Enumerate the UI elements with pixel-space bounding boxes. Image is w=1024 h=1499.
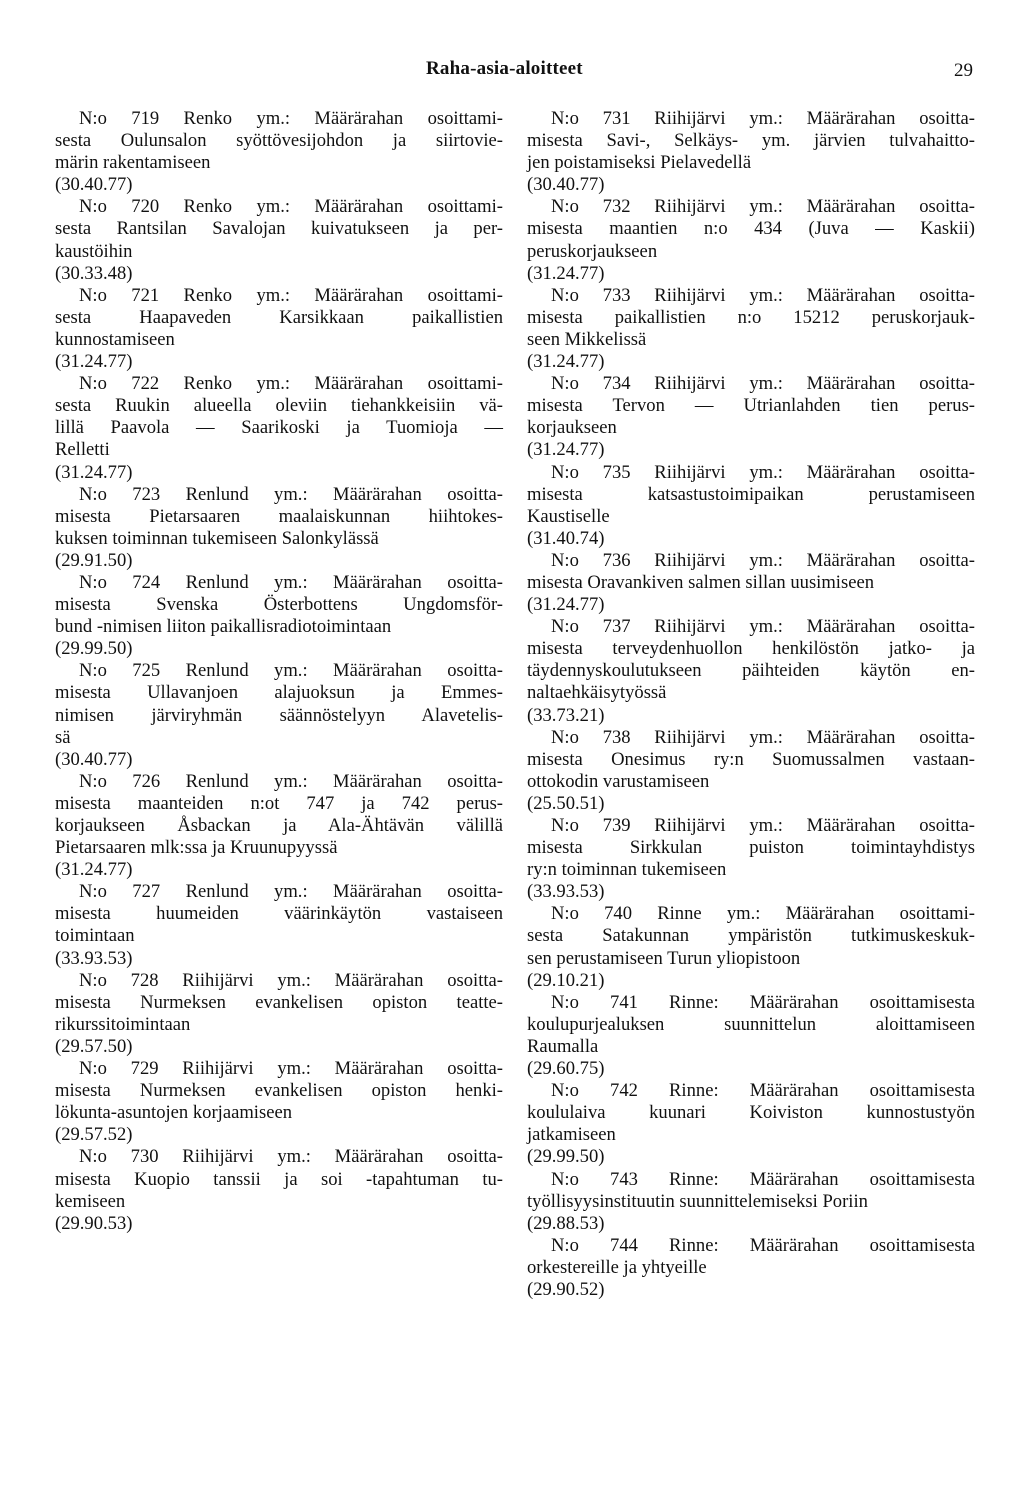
motion-text-line: misesta Nurmeksen evankelisen opiston henki- — [55, 1080, 503, 1102]
motion-text-line: orkestereille ja yhtyeille — [527, 1256, 707, 1278]
motion-text-line: misesta terveydenhuollon henkilöstön jatko- ja — [527, 638, 975, 660]
budget-code: (29.90.52) — [527, 1278, 605, 1300]
motion-text-line: sesta Oulunsalon syöttövesijohdon ja siirtovie- — [55, 130, 503, 152]
motion-text-line: lillä Paavola — Saarikoski ja Tuomioja — — [55, 417, 503, 439]
motion-entry — [55, 1146, 503, 1234]
motion-text-line: sesta Ruukin alueella oleviin tiehankkeisiin vä- — [55, 395, 503, 417]
motion-title-line: N:o 729 Riihijärvi ym.: Määrärahan osoitta- — [79, 1058, 503, 1080]
budget-code: (30.40.77) — [55, 174, 133, 196]
motion-text-line: nimisen järviryhmän säännöstelyyn Alavetelis- — [55, 704, 503, 726]
motion-text-line: ry:n toiminnan tukemiseen — [527, 859, 727, 881]
motion-entry — [527, 1235, 975, 1301]
motion-text-line: rikurssitoimintaan — [55, 1013, 191, 1035]
budget-code: (33.93.53) — [527, 881, 605, 903]
budget-code: (29.57.52) — [55, 1124, 133, 1146]
budget-code: (29.99.50) — [527, 1146, 605, 1168]
motion-title-line: N:o 732 Riihijärvi ym.: Määrärahan osoitta- — [551, 196, 975, 218]
motion-text-line: lökunta-asuntojen korjaamiseen — [55, 1102, 292, 1124]
motion-title-line: N:o 721 Renko ym.: Määrärahan osoittami- — [79, 284, 503, 306]
budget-code: (29.60.75) — [527, 1058, 605, 1080]
motion-title-line: N:o 733 Riihijärvi ym.: Määrärahan osoitta- — [551, 284, 975, 306]
motion-title-line: N:o 744 Rinne: Määrärahan osoittamisesta — [551, 1234, 975, 1256]
motion-title-line: N:o 726 Renlund ym.: Määrärahan osoitta- — [79, 770, 503, 792]
budget-code: (29.57.50) — [55, 1035, 133, 1057]
budget-code: (25.50.51) — [527, 792, 605, 814]
motion-entry — [55, 1058, 503, 1146]
budget-code: (31.24.77) — [527, 594, 605, 616]
motion-text-line: sen perustamiseen Turun yliopistoon — [527, 947, 801, 969]
motion-title-line: N:o 742 Rinne: Määrärahan osoittamisesta — [551, 1080, 975, 1102]
motion-text-line: Kaustiselle — [527, 505, 610, 527]
motion-text-line: misesta maantien n:o 434 (Juva — Kaskii) — [527, 218, 975, 240]
motion-entry — [527, 108, 975, 196]
motion-entry — [527, 285, 975, 373]
budget-code: (33.73.21) — [527, 704, 605, 726]
motion-title-line: N:o 743 Rinne: Määrärahan osoittamisesta — [551, 1168, 975, 1190]
motion-text-line: kunnostamiseen — [55, 328, 175, 350]
motion-title-line: N:o 723 Renlund ym.: Määrärahan osoitta- — [79, 483, 503, 505]
motion-text-line: Relletti — [55, 439, 110, 461]
budget-code: (29.88.53) — [527, 1212, 605, 1234]
motion-title-line: N:o 738 Riihijärvi ym.: Määrärahan osoitta- — [551, 726, 975, 748]
motion-title-line: N:o 740 Rinne ym.: Määrärahan osoittami- — [551, 903, 975, 925]
budget-code: (29.10.21) — [527, 969, 605, 991]
budget-code: (33.93.53) — [55, 947, 133, 969]
page-header — [0, 58, 1024, 88]
motion-title-line: N:o 739 Riihijärvi ym.: Määrärahan osoitta- — [551, 815, 975, 836]
budget-code: (31.24.77) — [527, 262, 605, 284]
motion-title-line: N:o 737 Riihijärvi ym.: Määrärahan osoitta- — [551, 616, 975, 638]
motion-entry — [527, 373, 975, 461]
motion-text-line: ottokodin varustamiseen — [527, 770, 710, 792]
motion-text-line: misesta maanteiden n:ot 747 ja 742 perus- — [55, 792, 503, 814]
motion-entry — [55, 285, 503, 373]
motion-entry — [55, 881, 503, 969]
motion-title-line: N:o 722 Renko ym.: Määrärahan osoittami- — [79, 373, 503, 395]
motion-title-line: N:o 728 Riihijärvi ym.: Määrärahan osoitta- — [79, 969, 503, 991]
motion-entry — [527, 462, 975, 550]
motion-entry — [527, 1080, 975, 1168]
motion-title-line: N:o 730 Riihijärvi ym.: Määrärahan osoitta- — [79, 1146, 503, 1168]
motion-text-line: misesta Sirkkulan puiston toimintayhdistys — [527, 837, 975, 859]
motion-title-line: N:o 725 Renlund ym.: Määrärahan osoitta- — [79, 660, 503, 682]
motion-entry — [527, 196, 975, 284]
motion-entry — [55, 373, 503, 483]
motion-text-line: kaustöihin — [55, 240, 133, 262]
motion-text-line: sesta Haapaveden Karsikkaan paikallistien — [55, 306, 503, 328]
motion-text-line: työllisyysinstituutin suunnittelemiseksi Poriin — [527, 1190, 868, 1212]
budget-code: (29.99.50) — [55, 638, 133, 660]
motion-text-line: misesta Kuopio tanssii ja soi -tapahtuman tu- — [55, 1168, 503, 1190]
motion-entry — [55, 484, 503, 572]
motion-text-line: korjaukseen Åsbackan ja Ala-Ähtävän välillä — [55, 815, 503, 836]
budget-code: (30.33.48) — [55, 262, 133, 284]
motion-text-line: misesta Onesimus ry:n Suomussalmen vastaan- — [527, 748, 975, 770]
motion-text-line: naltaehkäisytyössä — [527, 682, 667, 704]
motion-text-line: kuksen toiminnan tukemiseen Salonkylässä — [55, 527, 379, 549]
motion-entry — [527, 550, 975, 616]
running-title: Raha-asia-aloitteet — [426, 58, 583, 79]
motion-text-line: kemiseen — [55, 1190, 126, 1212]
motion-text-line: Raumalla — [527, 1035, 599, 1057]
motion-text-line: misesta paikallistien n:o 15212 peruskorjauk- — [527, 306, 975, 328]
motion-entry — [527, 992, 975, 1080]
motion-text-line: misesta huumeiden väärinkäytön vastaiseen — [55, 903, 503, 925]
motion-entry — [55, 660, 503, 770]
motion-entry — [527, 616, 975, 726]
motion-entry — [55, 572, 503, 660]
motion-text-line: koululaiva kuunari Koiviston kunnostustyön — [527, 1102, 975, 1124]
motion-entry — [55, 970, 503, 1058]
motion-text-line: misesta katsastustoimipaikan perustamiseen — [527, 483, 975, 505]
motion-title-line: N:o 736 Riihijärvi ym.: Määrärahan osoitta- — [551, 549, 975, 571]
motion-text-line: misesta Nurmeksen evankelisen opiston teatte- — [55, 991, 503, 1013]
motion-entry — [527, 727, 975, 815]
motion-entry — [527, 903, 975, 991]
budget-code: (31.24.77) — [55, 859, 133, 881]
budget-code: (29.90.53) — [55, 1212, 133, 1234]
motion-text-line: misesta Ullavanjoen alajuoksun ja Emmes- — [55, 682, 503, 704]
page-number: 29 — [954, 60, 973, 81]
motion-text-line: korjaukseen — [527, 417, 617, 439]
motion-text-line: peruskorjaukseen — [527, 240, 658, 262]
budget-code: (31.24.77) — [527, 439, 605, 461]
motion-title-line: N:o 719 Renko ym.: Määrärahan osoittami- — [79, 108, 503, 129]
right-column — [527, 108, 975, 1301]
motion-title-line: N:o 741 Rinne: Määrärahan osoittamisesta — [551, 991, 975, 1013]
motion-title-line: N:o 724 Renlund ym.: Määrärahan osoitta- — [79, 571, 503, 593]
motion-text-line: jen poistamiseksi Pielavedellä — [527, 152, 752, 174]
motion-text-line: märin rakentamiseen — [55, 152, 211, 174]
motion-text-line: jatkamiseen — [527, 1124, 616, 1146]
motion-title-line: N:o 735 Riihijärvi ym.: Määrärahan osoitta- — [551, 461, 975, 483]
budget-code: (29.91.50) — [55, 549, 133, 571]
motion-entry — [55, 108, 503, 196]
motion-title-line: N:o 731 Riihijärvi ym.: Määrärahan osoitta- — [551, 108, 975, 129]
budget-code: (31.24.77) — [55, 461, 133, 483]
motion-entry — [55, 771, 503, 881]
motion-entry — [527, 815, 975, 903]
motion-text-line: misesta Oravankiven salmen sillan uusimiseen — [527, 571, 875, 593]
motion-text-line: Pietarsaaren mlk:ssa ja Kruunupyyssä — [55, 837, 338, 859]
motion-text-line: bund -nimisen liiton paikallisradiotoimintaan — [55, 616, 392, 638]
motion-title-line: N:o 727 Renlund ym.: Määrärahan osoitta- — [79, 881, 503, 903]
motion-entry — [55, 196, 503, 284]
motion-text-line: misesta Pietarsaaren maalaiskunnan hiihtokes- — [55, 505, 503, 527]
left-column — [55, 108, 503, 1235]
motion-text-line: misesta Tervon — Utrianlahden tien perus- — [527, 395, 975, 417]
budget-code: (31.24.77) — [55, 351, 133, 373]
budget-code: (30.40.77) — [527, 174, 605, 196]
motion-text-line: seen Mikkelissä — [527, 328, 647, 350]
motion-title-line: N:o 734 Riihijärvi ym.: Määrärahan osoitta- — [551, 373, 975, 395]
motion-text-line: misesta Svenska Österbottens Ungdomsför- — [55, 594, 503, 616]
motion-title-line: N:o 720 Renko ym.: Määrärahan osoittami- — [79, 196, 503, 218]
motion-text-line: misesta Savi-, Selkäys- ym. järvien tulvahaitto- — [527, 130, 975, 152]
budget-code: (31.40.74) — [527, 527, 605, 549]
motion-text-line: täydennyskoulutukseen päihteiden käytön en- — [527, 660, 975, 682]
motion-text-line: sesta Satakunnan ympäristön tutkimuskeskuk- — [527, 925, 975, 947]
motion-text-line: koulupurjealuksen suunnittelun aloittamiseen — [527, 1013, 975, 1035]
budget-code: (31.24.77) — [527, 351, 605, 373]
motion-text-line: toimintaan — [55, 925, 135, 947]
budget-code: (30.40.77) — [55, 748, 133, 770]
motion-entry — [527, 1169, 975, 1235]
motion-text-line: sä — [55, 726, 71, 748]
motion-text-line: sesta Rantsilan Savalojan kuivatukseen ja per- — [55, 218, 503, 240]
